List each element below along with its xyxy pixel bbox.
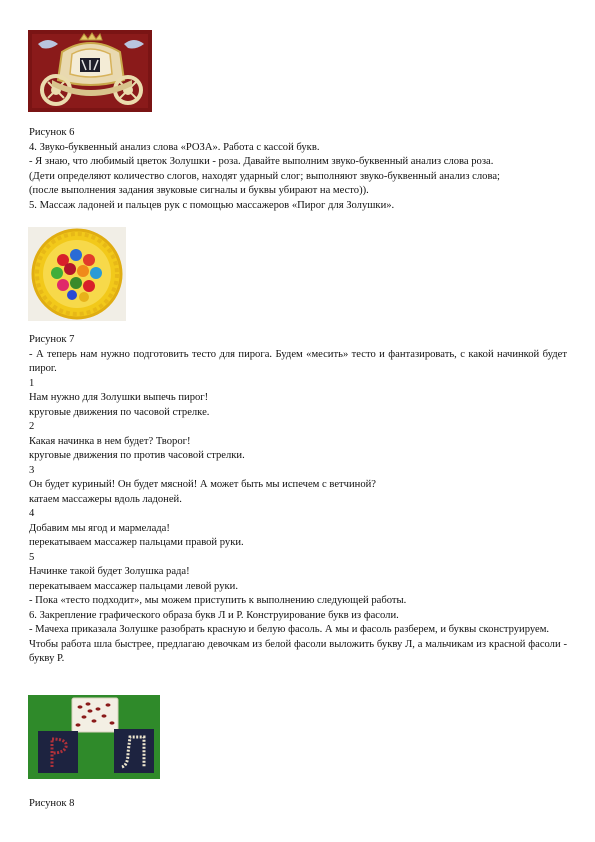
caption-block-8 bbox=[29, 797, 567, 812]
text-line: 4 bbox=[29, 508, 35, 519]
text-line: 2 bbox=[29, 421, 35, 432]
text-line: Какая начинка в нем будет? Творог! bbox=[29, 435, 191, 447]
text-line: катаем массажеры вдоль ладоней. bbox=[29, 493, 182, 505]
figure-caption: Рисунок 7 bbox=[29, 334, 75, 345]
figure-caption: Рисунок 8 bbox=[29, 798, 75, 809]
text-line: 1 bbox=[29, 377, 35, 389]
text-line: перекатываем массажер пальцами левой руки. bbox=[29, 580, 238, 592]
text-line: круговые движения по часовой стрелке. bbox=[29, 406, 210, 418]
beans-illustration bbox=[28, 695, 160, 779]
text-line: 5 bbox=[29, 551, 35, 563]
pie-picture bbox=[28, 227, 126, 321]
text-line: перекатываем массажер пальцами правой руки. bbox=[29, 537, 244, 548]
caption-block-6 bbox=[29, 126, 567, 213]
beans-letters-picture bbox=[28, 695, 160, 779]
carriage-illustration bbox=[28, 30, 152, 112]
text-line: - Я знаю, что любимый цветок Золушки - роза. Давайте выполним звуко-буквенный анализ слова роза. bbox=[29, 156, 494, 167]
paragraph: Чтобы работа шла быстрее, предлагаю девочкам из белой фасоли выложить букву Л, а мальчикам из красной фасоли - букву Р. bbox=[29, 638, 567, 664]
text-line: 5. Массаж ладоней и пальцев рук с помощью массажеров «Пирог для Золушки». bbox=[29, 199, 395, 211]
text-line: (Дети определяют количество слогов, находят ударный слог; выполняют звуко-буквенный анализ слова; bbox=[29, 170, 500, 182]
caption-block-7 bbox=[29, 333, 567, 667]
text-line: Он будет куриный! Он будет мясной! А может быть мы испечем с ветчиной? bbox=[29, 479, 376, 490]
text-line: Добавим мы ягод и мармелада! bbox=[29, 522, 170, 534]
text-line: Нам нужно для Золушки выпечь пирог! bbox=[29, 392, 209, 403]
text-line: 4. Звуко-буквенный анализ слова «РОЗА». Работа с кассой букв. bbox=[29, 141, 320, 153]
paragraph: - Мачеха приказала Золушке разобрать красную и белую фасоль. А мы и фасоль разберем, и буквы сконструируем. bbox=[29, 624, 550, 635]
text-line: Начинке такой будет Золушка рада! bbox=[29, 566, 190, 577]
figure-caption: Рисунок 6 bbox=[29, 127, 75, 138]
text-line: - Пока «тесто подходит», мы можем приступить к выполнению следующей работы. bbox=[29, 595, 407, 606]
intro-paragraph: - А теперь нам нужно подготовить тесто для пирога. Будем «месить» тесто и фантазировать, с какой начинкой будет пирог. bbox=[29, 348, 567, 374]
pie-illustration bbox=[28, 227, 126, 321]
carriage-picture bbox=[28, 30, 152, 112]
text-line: 3 bbox=[29, 464, 35, 476]
text-line: круговые движения по против часовой стрелки. bbox=[29, 450, 245, 461]
text-line: (после выполнения задания звуковые сигналы и буквы убирают на место)). bbox=[29, 185, 369, 196]
text-line: 6. Закрепление графического образа букв Л и Р. Конструирование букв из фасоли. bbox=[29, 609, 399, 621]
